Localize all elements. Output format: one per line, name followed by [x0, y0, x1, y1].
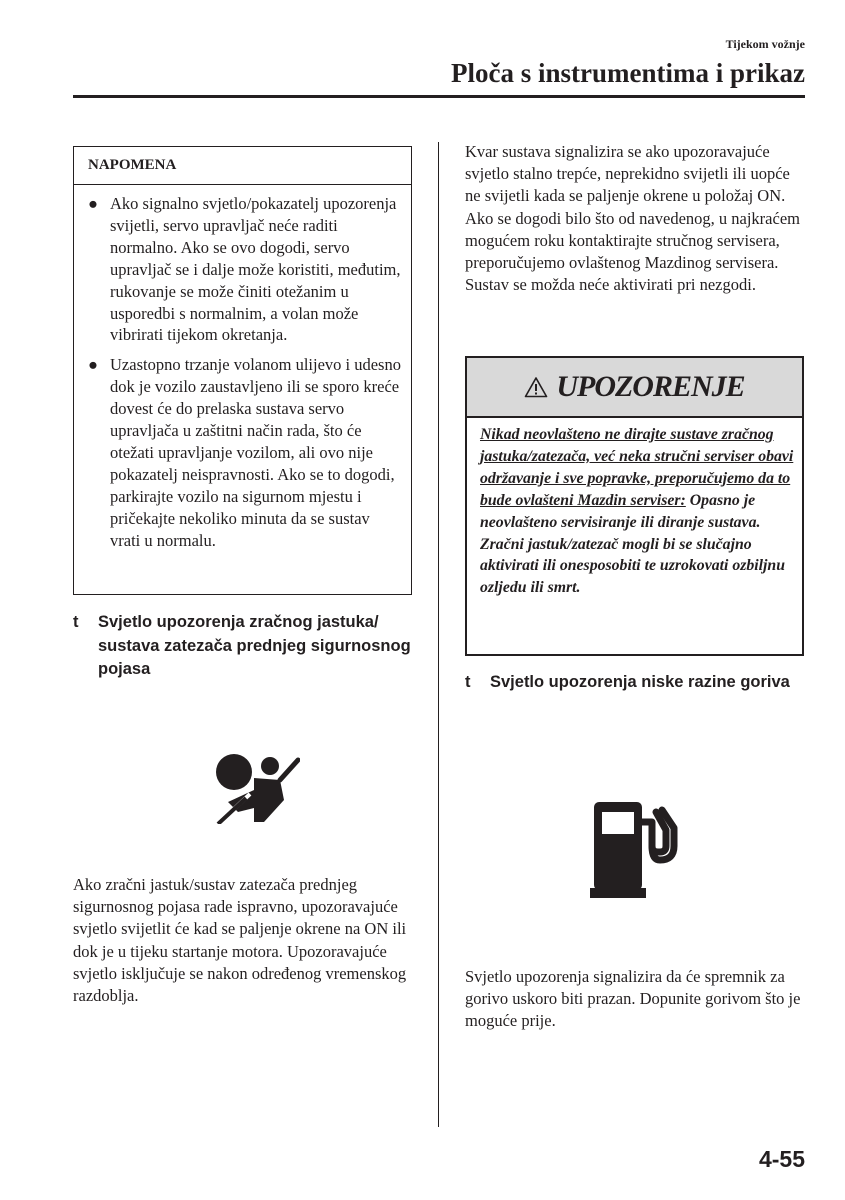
warning-body: [480, 424, 794, 599]
warning-triangle-icon: [524, 376, 548, 398]
note-box: [73, 146, 412, 595]
note-title: NAPOMENA: [74, 147, 411, 185]
fuel-pump-icon: [590, 800, 686, 900]
page-number: 4-55: [758, 1146, 805, 1172]
note-list: [74, 185, 411, 552]
airbag-heading: [73, 611, 418, 682]
section-label: Tijekom vožnje: [725, 37, 805, 51]
column-divider: [438, 142, 439, 1127]
bullet-icon: ●: [88, 355, 98, 375]
airbag-heading-text: Svjetlo upozorenja zračnog jastuka/ sustava zatezača prednjeg sigurnosnog pojasa: [98, 613, 411, 678]
note-item: [88, 193, 401, 346]
right-intro-text: Kvar sustava signalizira se ako upozoravajuće svjetlo stalno trepće, neprekidno svijetli ili uopće ne svijetli kada se paljenje okrene u položaj ON. Ako se dogodi bilo što od navedenog, u najkraćem mogućem roku kontaktirajte stručnog servisera, preporučujemo ovlaštenog Mazdinog servisera. Sustav se možda neće aktivirati pri nezgodi.: [465, 142, 800, 295]
warning-box: [465, 356, 804, 656]
section-marker: t: [465, 673, 471, 691]
warning-underlined-text: Nikad neovlašteno ne dirajte sustave zračnog jastuka/zatezača, već neka stručni serviser obavi održavanje i sve popravke, preporučujemo da to bude ovlašteni Mazdin serviser:: [480, 426, 794, 509]
fuel-text: Svjetlo upozorenja signalizira da će spremnik za gorivo uskoro biti prazan. Dopunite gorivom što je moguće prije.: [465, 967, 801, 1031]
airbag-warning-icon: [210, 750, 300, 824]
note-item-text: Uzastopno trzanje volanom ulijevo i udesno dok je vozilo zaustavljeno ili se sporo kreće dovest će do prelaska sustava servo upravljača u zaštitni način rada, što će otežati upravljanje vozilom, ali ovo nije pokazatelj neispravnosti. Ako se to dogodi, parkirajte vozilo na sigurnom mjestu i pričekajte nekoliko minuta da se sustav vrati u normalu.: [110, 355, 401, 550]
page-title: Ploča s instrumentima i prikaz: [451, 58, 805, 88]
fuel-heading: [465, 671, 805, 695]
airbag-text: Ako zračni jastuk/sustav zatezača prednjeg sigurnosnog pojasa rade ispravno, upozoravajuće svjetlo svijetlit će kad se paljenje okrene na ON ili dok je u tijeku startanje motora. Upozoravajuće svjetlo isključuje se nakon određenog vremenskog razdoblja.: [73, 875, 407, 1006]
note-item-text: Ako signalno svjetlo/pokazatelj upozorenja svijetli, servo upravljač neće raditi normalno. Ako se ovo dogodi, servo upravljač se i dalje može koristiti, međutim, rukovanje se može činiti otežanim u usporedbi s normalnim, a volan može vibrirati tijekom okretanja.: [110, 194, 401, 345]
warning-text: Opasno je neovlašteno servisiranje ili diranje sustava. Zračni jastuk/zatezač mogli bi se slučajno aktivirati ili onesposobiti te uzrokovati ozbiljnu ozljedu ili smrt.: [480, 491, 786, 597]
section-marker: t: [73, 613, 79, 631]
warning-header: [467, 358, 802, 418]
note-item: [88, 354, 401, 551]
fuel-heading-text: Svjetlo upozorenja niske razine goriva: [490, 673, 790, 691]
bullet-icon: ●: [88, 194, 98, 213]
warning-title: UPOZORENJE: [556, 370, 745, 403]
title-rule: [73, 95, 805, 98]
